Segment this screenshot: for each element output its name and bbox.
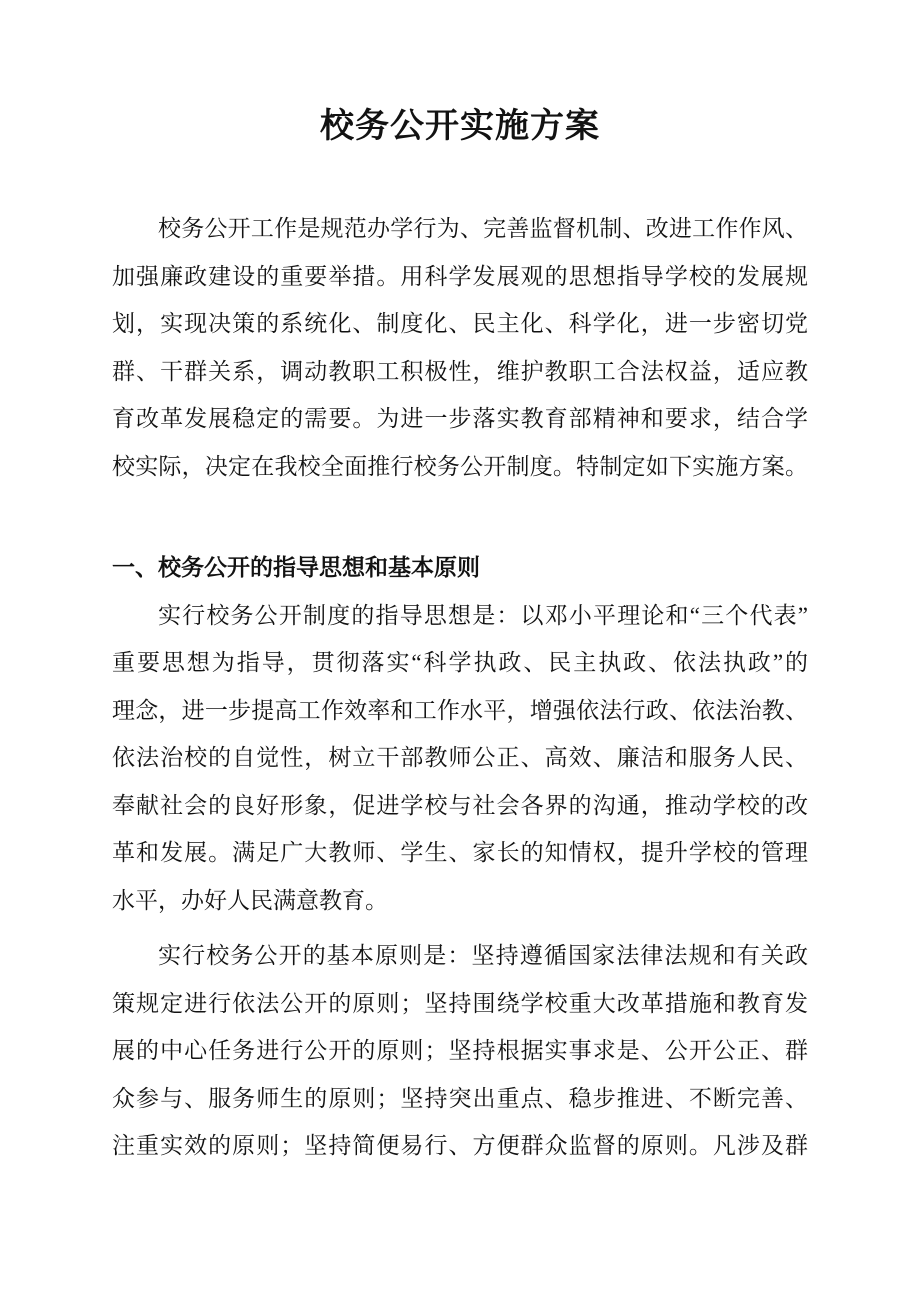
text-line: 实行校务公开的基本原则是：坚持遵循国家法律法规和有关政 — [158, 943, 808, 968]
text-line: 策规定进行依法公开的原则；坚持围绕学校重大改革措施和教育发 — [112, 990, 808, 1016]
section-heading: 一、校务公开的指导思想和基本原则 — [112, 555, 480, 580]
text-line: 群、干群关系，调动教职工积极性，维护教职工合法权益，适应教 — [112, 358, 808, 384]
text-line: 校实际，决定在我校全面推行校务公开制度。特制定如下实施方案。 — [112, 453, 808, 479]
paragraph-intro — [112, 205, 808, 490]
document-title: 校务公开实施方案 — [320, 108, 600, 145]
text-line: 依法治校的自觉性，树立干部教师公正、高效、廉洁和服务人民、 — [112, 745, 808, 770]
text-line: 加强廉政建设的重要举措。用科学发展观的思想指导学校的发展规 — [112, 263, 808, 289]
text-line: 重要思想为指导，贯彻落实“科学执政、民主执政、依法执政”的 — [112, 650, 808, 675]
text-line: 众参与、服务师生的原则；坚持突出重点、稳步推进、不断完善、 — [112, 1085, 808, 1111]
text-line: 校务公开工作是规范办学行为、完善监督机制、改进工作作风、 — [158, 216, 808, 241]
text-line: 实行校务公开制度的指导思想是：以邓小平理论和“三个代表” — [158, 602, 808, 628]
text-line: 水平，办好人民满意教育。 — [112, 887, 388, 913]
paragraph-guiding-ideology — [112, 592, 808, 925]
paragraph-basic-principles — [112, 932, 808, 1170]
text-line: 展的中心任务进行公开的原则；坚持根据实事求是、公开公正、群 — [112, 1038, 808, 1063]
text-line: 划，实现决策的系统化、制度化、民主化、科学化，进一步密切党 — [112, 311, 808, 336]
text-line: 奉献社会的良好形象，促进学校与社会各界的沟通，推动学校的改 — [112, 792, 808, 818]
text-line: 理念，进一步提高工作效率和工作水平，增强依法行政、依法治教、 — [112, 697, 808, 723]
document-body — [112, 205, 808, 1170]
text-line: 革和发展。满足广大教师、学生、家长的知情权，提升学校的管理 — [112, 840, 808, 865]
text-line: 注重实效的原则；坚持简便易行、方便群众监督的原则。凡涉及群 — [112, 1133, 808, 1158]
text-line: 育改革发展稳定的需要。为进一步落实教育部精神和要求，结合学 — [112, 406, 808, 431]
